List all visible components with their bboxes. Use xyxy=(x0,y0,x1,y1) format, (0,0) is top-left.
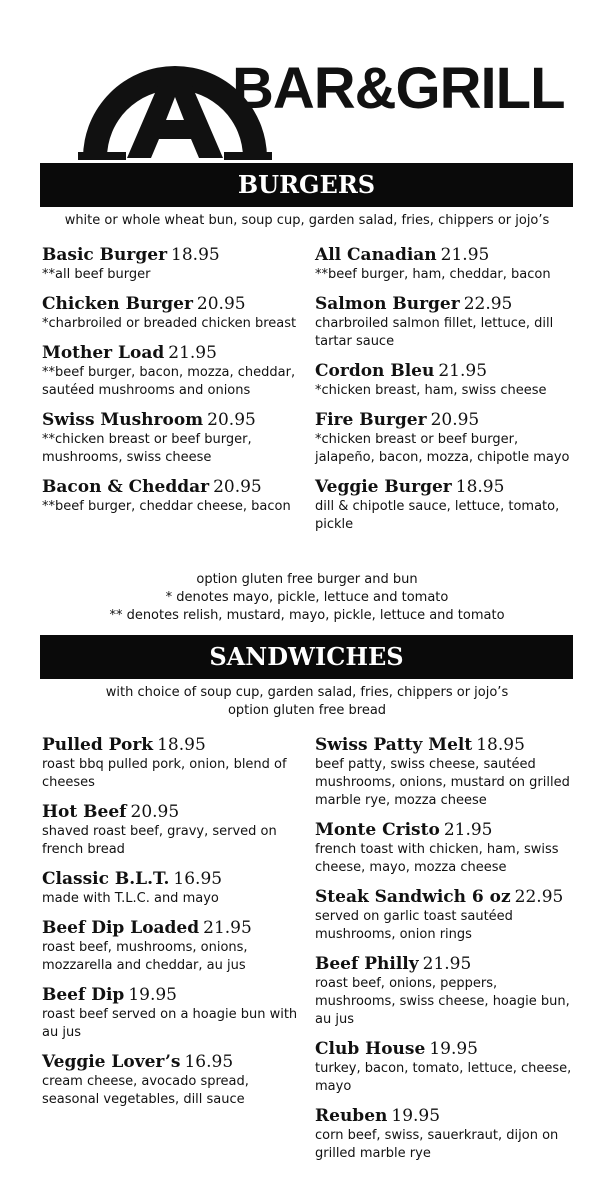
sandwiches-heading: SANDWICHES xyxy=(40,635,573,679)
item-description: dill & chipotle sauce, lettuce, tomato, pickle xyxy=(315,499,560,532)
item-price: 21.95 xyxy=(168,343,217,363)
menu-item xyxy=(315,361,573,400)
menu-item xyxy=(42,245,300,284)
item-name: Beef Dip Loaded xyxy=(42,918,200,938)
menu-item xyxy=(42,477,300,516)
item-description: *chicken breast, ham, swiss cheese xyxy=(315,383,547,398)
item-description: served on garlic toast sautéed mushrooms, onion rings xyxy=(315,909,513,942)
menu-item xyxy=(315,887,573,944)
item-name: Swiss Patty Melt xyxy=(315,735,473,755)
menu-item xyxy=(315,477,573,534)
menu-item xyxy=(315,1106,573,1163)
item-price: 20.95 xyxy=(196,294,246,314)
menu-item xyxy=(42,985,300,1042)
item-price: 18.95 xyxy=(171,245,220,265)
burgers-notes xyxy=(0,571,614,625)
item-price: 22.95 xyxy=(514,887,564,907)
item-name: Cordon Bleu xyxy=(315,361,435,381)
item-name: Veggie Lover’s xyxy=(42,1052,181,1072)
item-name: Salmon Burger xyxy=(315,294,460,314)
item-description: french toast with chicken, ham, swiss cheese, mayo, mozza cheese xyxy=(315,842,559,875)
item-description: cream cheese, avocado spread, seasonal vegetables, dill sauce xyxy=(42,1074,249,1107)
menu-item xyxy=(42,1052,300,1109)
item-name: Fire Burger xyxy=(315,410,427,430)
item-price: 20.95 xyxy=(430,410,480,430)
item-price: 21.95 xyxy=(422,954,472,974)
item-description: roast beef, mushrooms, onions, mozzarella and cheddar, au jus xyxy=(42,940,248,973)
item-description: charbroiled salmon fillet, lettuce, dill tartar sauce xyxy=(315,316,554,349)
item-name: Bacon & Cheddar xyxy=(42,477,210,497)
item-description: turkey, bacon, tomato, lettuce, cheese, mayo xyxy=(315,1061,572,1094)
item-name: Swiss Mushroom xyxy=(42,410,204,430)
item-name: Reuben xyxy=(315,1106,388,1126)
item-description: **chicken breast or beef burger, mushrooms, swiss cheese xyxy=(42,432,252,465)
burgers-heading: BURGERS xyxy=(40,163,573,207)
item-price: 20.95 xyxy=(213,477,262,497)
item-price: 18.95 xyxy=(157,735,206,755)
menu-item xyxy=(42,735,300,792)
item-price: 19.95 xyxy=(128,985,177,1005)
item-description: **beef burger, cheddar cheese, bacon xyxy=(42,499,291,514)
menu-item xyxy=(42,294,300,333)
item-description: roast bbq pulled pork, onion, blend of cheeses xyxy=(42,757,287,790)
item-name: Steak Sandwich 6 oz xyxy=(315,887,511,907)
item-price: 21.95 xyxy=(440,245,490,265)
menu-item xyxy=(315,245,573,284)
item-name: All Canadian xyxy=(315,245,437,265)
menu-item xyxy=(42,802,300,859)
item-price: 16.95 xyxy=(173,869,223,889)
burgers-left-column xyxy=(42,245,300,526)
item-price: 20.95 xyxy=(130,802,180,822)
item-description: roast beef, onions, peppers, mushrooms, swiss cheese, hoagie bun, au jus xyxy=(315,976,570,1027)
menu-item xyxy=(315,820,573,877)
item-price: 16.95 xyxy=(184,1052,234,1072)
menu-item xyxy=(42,343,300,400)
item-description: made with T.L.C. and mayo xyxy=(42,891,219,906)
sandwiches-gluten-note: option gluten free bread xyxy=(227,703,387,718)
sandwiches-left-column xyxy=(42,735,300,1119)
item-description: roast beef served on a hoagie bun with au jus xyxy=(42,1007,298,1040)
item-price: 22.95 xyxy=(463,294,513,314)
item-description: **all beef burger xyxy=(42,267,151,282)
item-description: shaved roast beef, gravy, served on french bread xyxy=(42,824,277,857)
menu-item xyxy=(315,410,573,467)
menu-item xyxy=(42,869,300,908)
item-price: 20.95 xyxy=(207,410,256,430)
item-name: Beef Philly xyxy=(315,954,419,974)
item-description: beef patty, swiss cheese, sautéed mushrooms, onions, mustard on grilled marble rye, mozza cheese xyxy=(315,757,570,808)
item-price: 19.95 xyxy=(391,1106,441,1126)
note-single-asterisk: * denotes mayo, pickle, lettuce and tomato xyxy=(165,590,449,605)
menu-item xyxy=(315,1039,573,1096)
sandwiches-subtitle: with choice of soup cup, garden salad, fries, chippers or jojo’s xyxy=(105,685,509,700)
item-name: Chicken Burger xyxy=(42,294,193,314)
item-description: *chicken breast or beef burger, jalapeño, bacon, mozza, chipotle mayo xyxy=(315,432,570,465)
item-name: Pulled Pork xyxy=(42,735,154,755)
burgers-subtitle: white or whole wheat bun, soup cup, garden salad, fries, chippers or jojo’s xyxy=(64,213,550,228)
item-description: *charbroiled or breaded chicken breast xyxy=(42,316,297,331)
item-description: corn beef, swiss, sauerkraut, dijon on grilled marble rye xyxy=(315,1128,559,1161)
item-name: Monte Cristo xyxy=(315,820,440,840)
item-price: 18.95 xyxy=(476,735,525,755)
burgers-right-column xyxy=(315,245,573,544)
note-double-asterisk: ** denotes relish, mustard, mayo, pickle, lettuce and tomato xyxy=(109,608,505,623)
menu-item xyxy=(42,918,300,975)
item-name: Beef Dip xyxy=(42,985,125,1005)
logo-wordmark: BAR&GRILL xyxy=(232,56,565,121)
menu-item xyxy=(315,294,573,351)
item-price: 21.95 xyxy=(443,820,493,840)
sandwiches-right-column xyxy=(315,735,573,1173)
item-name: Hot Beef xyxy=(42,802,127,822)
item-description: **beef burger, bacon, mozza, cheddar, sautéed mushrooms and onions xyxy=(42,365,296,398)
item-name: Classic B.L.T. xyxy=(42,869,170,889)
item-name: Mother Load xyxy=(42,343,165,363)
menu-item xyxy=(315,735,573,810)
item-price: 21.95 xyxy=(438,361,488,381)
item-price: 19.95 xyxy=(429,1039,478,1059)
menu-item xyxy=(315,954,573,1029)
item-name: Veggie Burger xyxy=(315,477,452,497)
item-name: Basic Burger xyxy=(42,245,168,265)
note-gluten-free: option gluten free burger and bun xyxy=(196,572,418,587)
item-name: Club House xyxy=(315,1039,426,1059)
menu-item xyxy=(42,410,300,467)
item-description: **beef burger, ham, cheddar, bacon xyxy=(315,267,551,282)
item-price: 21.95 xyxy=(203,918,252,938)
item-price: 18.95 xyxy=(455,477,505,497)
